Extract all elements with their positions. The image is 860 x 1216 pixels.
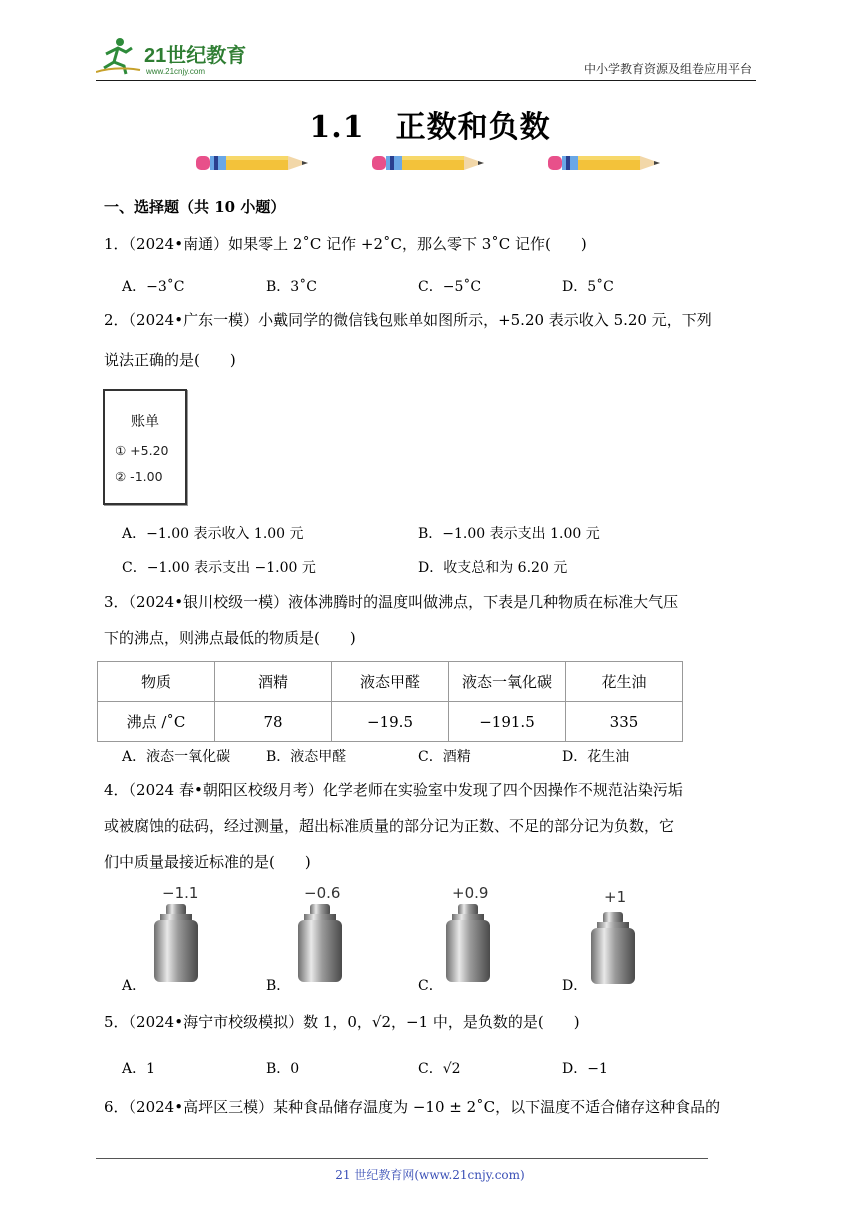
boiling-point-table: [97, 661, 683, 742]
table-header-cell: 物质: [98, 662, 215, 702]
q2-option-b: B．−1.00 表示支出 1.00 元: [418, 526, 600, 542]
table-header-cell: 花生油: [566, 662, 683, 702]
table-header-cell: 液态甲醛: [332, 662, 449, 702]
weight-label-a: −1.1: [162, 884, 199, 902]
site-logo: [96, 36, 256, 76]
question-3-line-1: 3．（2024•银川校级一模）液体沸腾时的温度叫做沸点，下表是几种物质在标准大气压: [104, 593, 679, 611]
pencil-decoration: [196, 150, 676, 176]
q3-option-c: C．酒精: [418, 749, 471, 765]
logo-text: 21世纪教育: [144, 45, 247, 67]
q3-option-b: B．液态甲醛: [266, 749, 347, 765]
table-header-cell: 液态一氧化碳: [449, 662, 566, 702]
pencil-icon: [196, 156, 308, 170]
q4-option-c: C．: [418, 978, 443, 994]
table-cell: −19.5: [332, 702, 449, 742]
q4-option-b: B．: [266, 978, 291, 994]
table-cell: 沸点 /˚C: [98, 702, 215, 742]
q5-option-c: C．√2: [418, 1061, 461, 1077]
receipt-row-1: ① +5.20: [115, 443, 169, 458]
table-cell: 78: [215, 702, 332, 742]
question-2-line-1: 2．（2024•广东一模）小戴同学的微信钱包账单如图所示，+5.20 表示收入 5.20 元，下列: [104, 311, 712, 329]
q3-option-a: A．液态一氧化碳: [122, 749, 231, 765]
question-4-line-2: 或被腐蚀的砝码，经过测量，超出标准质量的部分记为正数、不足的部分记为负数，它: [104, 817, 675, 835]
table-cell: 335: [566, 702, 683, 742]
question-3-line-2: 下的沸点，则沸点最低的物质是( ): [104, 629, 356, 647]
weight-icon: [591, 912, 635, 984]
wallet-receipt-image: [103, 389, 187, 505]
pencil-icon: [372, 156, 484, 170]
table-row: [98, 702, 683, 742]
q1-option-b: B．3˚C: [266, 279, 317, 295]
weight-label-b: −0.6: [304, 884, 341, 902]
pencil-icon: [548, 156, 660, 170]
footer-text[interactable]: 21 世纪教育网(www.21cnjy.com): [335, 1168, 525, 1182]
q2-option-d: D．收支总和为 6.20 元: [418, 560, 568, 576]
receipt-row-2: ② -1.00: [115, 469, 163, 484]
q5-option-d: D．−1: [562, 1061, 608, 1077]
weight-icon: [446, 904, 490, 982]
runner-icon: [96, 38, 140, 74]
question-1-text: 1．（2024•南通）如果零上 2˚C 记作 +2˚C，那么零下 3˚C 记作( ): [104, 235, 587, 253]
receipt-title: 账单: [131, 414, 159, 430]
question-2-line-2: 说法正确的是( ): [104, 351, 236, 369]
weight-label-d: +1: [604, 888, 627, 906]
q1-option-d: D．5˚C: [562, 279, 614, 295]
section-heading: 一、选择题（共 10 小题）: [104, 198, 286, 216]
page-title: 1.1 正数和负数: [309, 110, 551, 145]
platform-label: 中小学教育资源及组卷应用平台: [583, 62, 752, 76]
q2-option-c: C．−1.00 表示支出 −1.00 元: [122, 560, 316, 576]
q2-option-a: A．−1.00 表示收入 1.00 元: [122, 526, 304, 542]
q4-option-a: A．: [122, 978, 147, 994]
table-cell: −191.5: [449, 702, 566, 742]
question-6-text: 6．（2024•高坪区三模）某种食品储存温度为 −10 ± 2˚C，以下温度不适合储存这种食品的: [104, 1098, 721, 1116]
question-5-text: 5．（2024•海宁市校级模拟）数 1，0，√2，−1 中，是负数的是( ): [104, 1013, 580, 1031]
q1-option-a: A．−3˚C: [122, 279, 185, 295]
q3-option-d: D．花生油: [562, 749, 630, 765]
table-row: [98, 662, 683, 702]
weight-label-c: +0.9: [452, 884, 489, 902]
question-4-line-3: 们中质量最接近标准的是( ): [104, 853, 311, 871]
weight-icon: [154, 904, 198, 982]
q1-option-c: C．−5˚C: [418, 279, 482, 295]
q5-option-a: A．1: [122, 1061, 156, 1077]
q5-option-b: B．0: [266, 1061, 300, 1077]
weight-icon: [298, 904, 342, 982]
question-4-line-1: 4．（2024 春•朝阳区校级月考）化学老师在实验室中发现了四个因操作不规范沾染污垢: [104, 781, 683, 799]
q4-option-d: D．: [562, 978, 588, 994]
footer-divider: [96, 1158, 708, 1159]
logo-sub: www.21cnjy.com: [146, 67, 205, 76]
header-divider: [96, 80, 756, 81]
table-header-cell: 酒精: [215, 662, 332, 702]
